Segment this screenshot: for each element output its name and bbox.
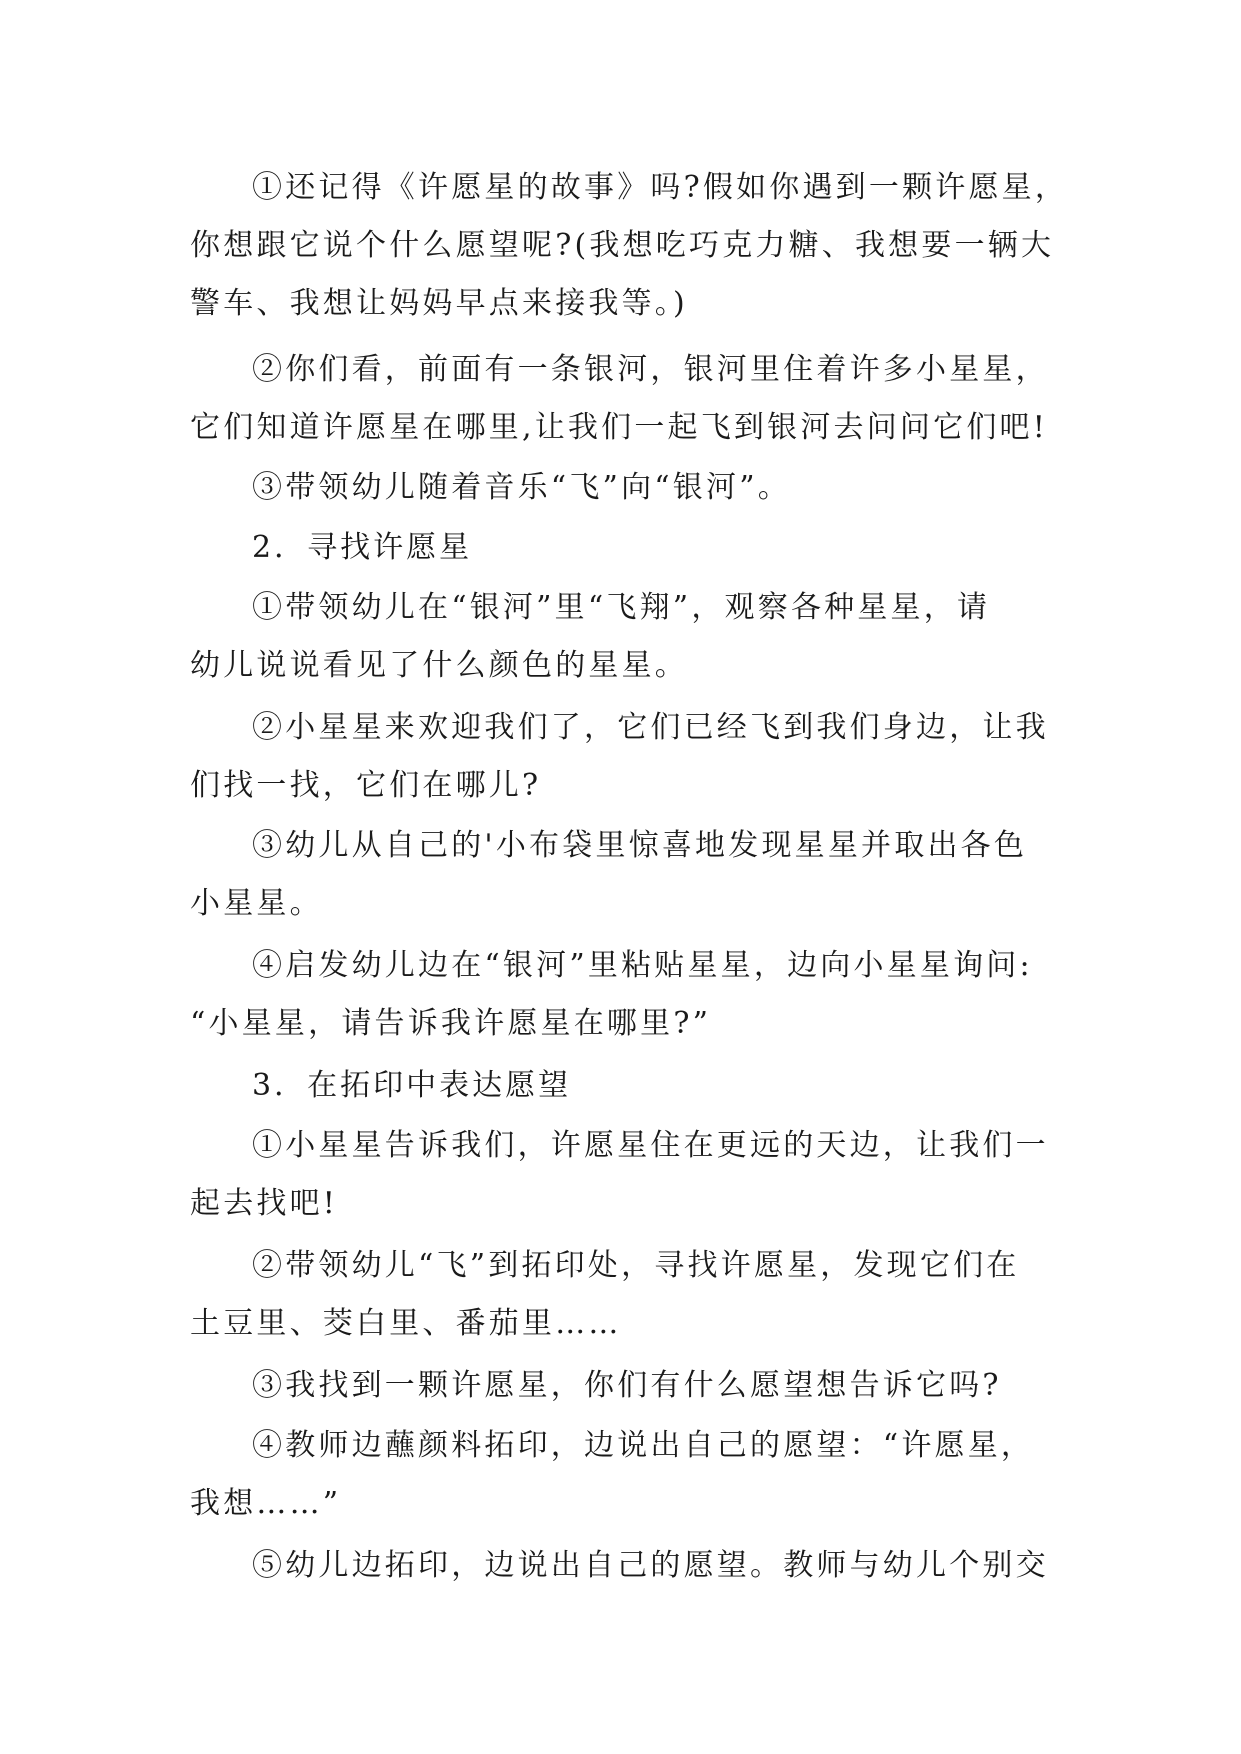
- paragraph-line: “小星星，请告诉我许愿星在哪里?”: [190, 1006, 712, 1041]
- paragraph-line: ②带领幼儿“飞”到拓印处，寻找许愿星，发现它们在: [252, 1248, 1020, 1283]
- paragraph-line: ②你们看，前面有一条银河，银河里住着许多小星星，: [252, 352, 1049, 387]
- paragraph-line: ③带领幼儿随着音乐“飞”向“银河”。: [252, 470, 791, 505]
- paragraph-line: 土豆里、茭白里、番茄里……: [190, 1306, 622, 1341]
- paragraph-line: ④启发幼儿边在“银河”里粘贴星星，边向小星星询问:: [252, 948, 1033, 983]
- paragraph-line: ①还记得《许愿星的故事》吗?假如你遇到一颗许愿星，: [252, 170, 1069, 205]
- paragraph-line: 我想……”: [190, 1486, 342, 1521]
- paragraph-line: 起去找吧!: [190, 1186, 339, 1221]
- paragraph-line: 警车、我想让妈妈早点来接我等。): [190, 286, 688, 321]
- paragraph-line: 你想跟它说个什么愿望呢?(我想吃巧克力糖、我想要一辆大: [190, 228, 1055, 263]
- paragraph-line: ①小星星告诉我们，许愿星住在更远的天边，让我们一: [252, 1128, 1049, 1163]
- paragraph-line: ⑤幼儿边拓印，边说出自己的愿望。教师与幼儿个别交: [252, 1548, 1049, 1583]
- section-heading: 3．在拓印中表达愿望: [252, 1068, 572, 1103]
- paragraph-line: ④教师边蘸颜料拓印，边说出自己的愿望：“许愿星，: [252, 1428, 1035, 1463]
- section-heading: 2．寻找许愿星: [252, 530, 473, 565]
- paragraph-line: ②小星星来欢迎我们了，它们已经飞到我们身边，让我: [252, 710, 1049, 745]
- paragraph-line: 幼儿说说看见了什么颜色的星星。: [190, 648, 688, 683]
- paragraph-line: 小星星。: [190, 886, 323, 921]
- paragraph-line: 它们知道许愿星在哪里,让我们一起飞到银河去问问它们吧!: [190, 410, 1048, 445]
- paragraph-line: ③我找到一颗许愿星，你们有什么愿望想告诉它吗?: [252, 1368, 1002, 1403]
- paragraph-line: 们找一找，它们在哪儿?: [190, 768, 542, 803]
- paragraph-line: ③幼儿从自己的'小布袋里惊喜地发现星星并取出各色: [252, 828, 1028, 863]
- paragraph-line: ①带领幼儿在“银河”里“飞翔”，观察各种星星，请: [252, 590, 991, 625]
